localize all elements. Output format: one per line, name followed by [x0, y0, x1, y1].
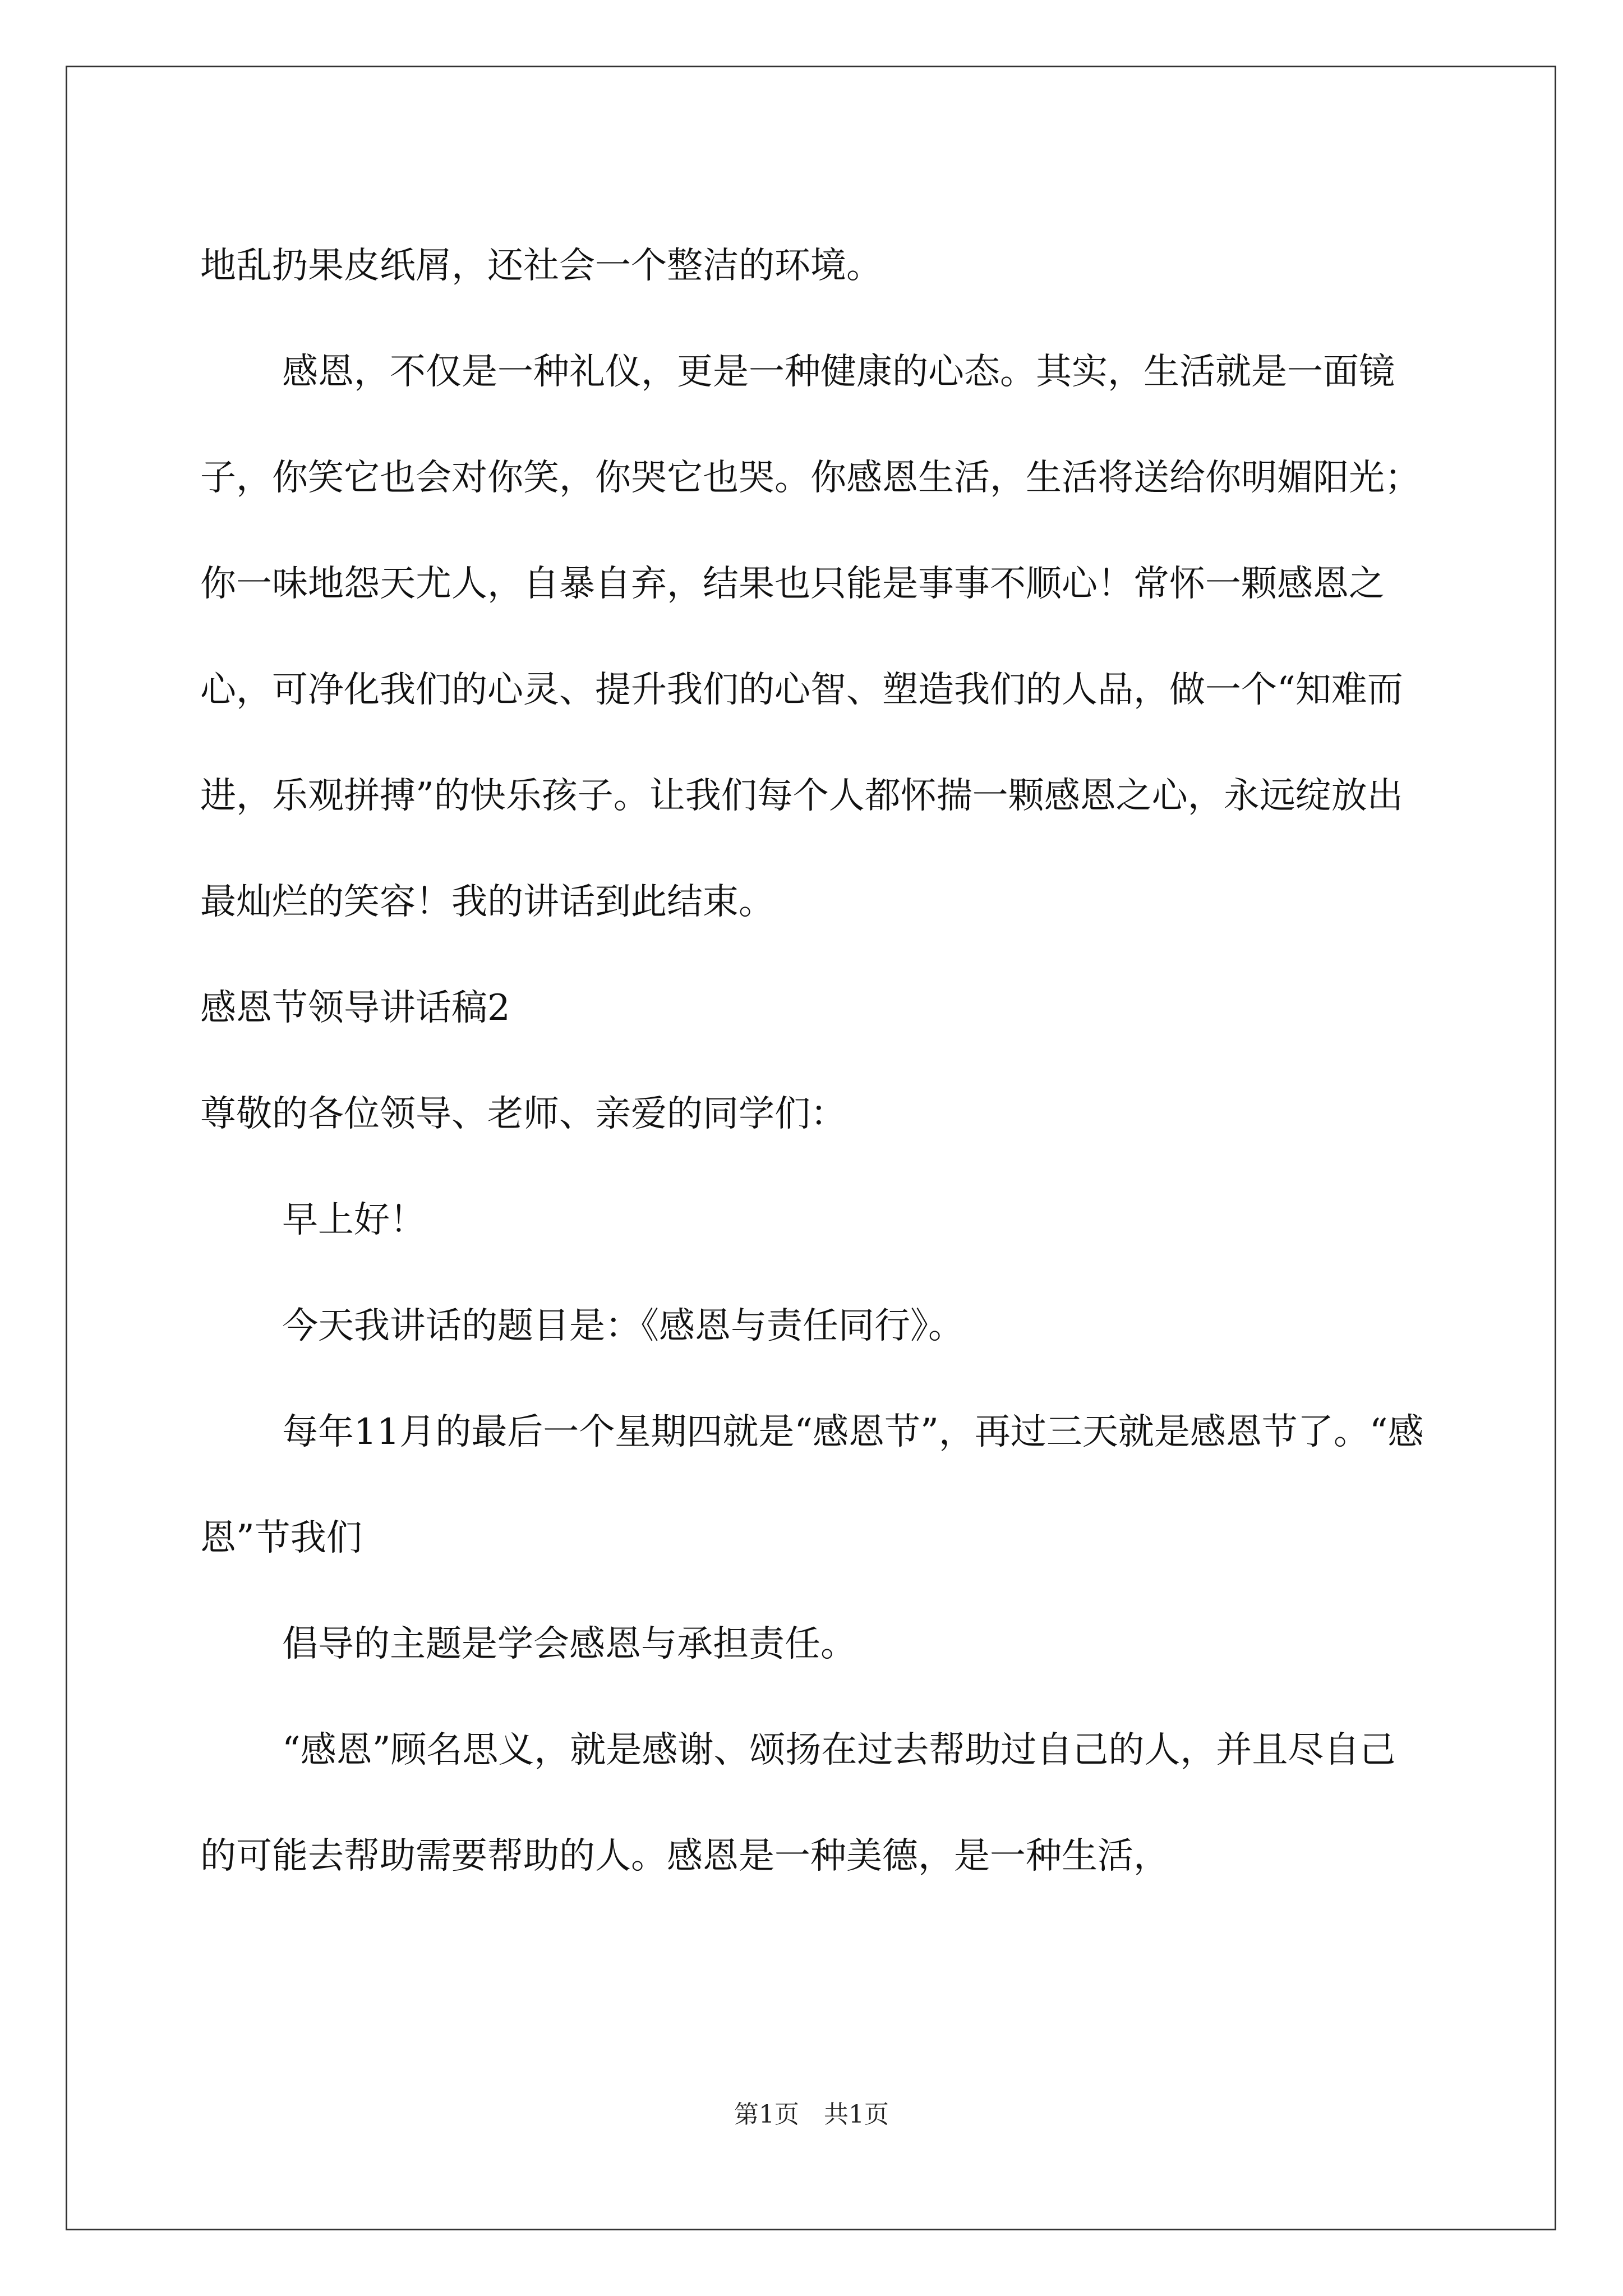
- paragraph-2: 感恩，不仅是一种礼仪，更是一种健康的心态。其实，生活就是一面镜子，你笑它也会对你笑，你哭它也哭。你感恩生活，生活将送给你明媚阳光；你一味地怨天尤人，自暴自弃，结果也只能是事事不顺心！常怀一颗感恩之心，可净化我们的心灵、提升我们的心智、塑造我们的人品，做一个“知难而进，乐观拼搏”的快乐孩子。让我们每个人都怀揣一颗感恩之心，永远绽放出最灿烂的笑容！我的讲话到此结束。: [200, 351, 1421, 923]
- salutation: 尊敬的各位领导、老师、亲爱的同学们：: [200, 1093, 846, 1135]
- paragraph-theme: 倡导的主题是学会感恩与承担责任。: [282, 1623, 856, 1665]
- section-title: 感恩节领导讲话稿2: [200, 987, 510, 1029]
- paragraph-date: 每年11月的最后一个星期四就是“感恩节”，再过三天就是感恩节了。“感恩”节我们: [200, 1411, 1424, 1559]
- paragraph-1: 地乱扔果皮纸屑，还社会一个整洁的环境。: [200, 245, 882, 287]
- paragraph-topic: 今天我讲话的题目是：《感恩与责任同行》。: [282, 1305, 964, 1347]
- page-footer: 第1页 共1页: [734, 2100, 889, 2129]
- paragraph-meaning: “感恩”顾名思义，就是感谢、颂扬在过去帮助过自己的人，并且尽自己的可能去帮助需要帮助的人。感恩是一种美德，是一种生活，: [200, 1729, 1396, 1877]
- document-body: [200, 213, 1428, 1910]
- greeting: 早上好！: [282, 1199, 426, 1241]
